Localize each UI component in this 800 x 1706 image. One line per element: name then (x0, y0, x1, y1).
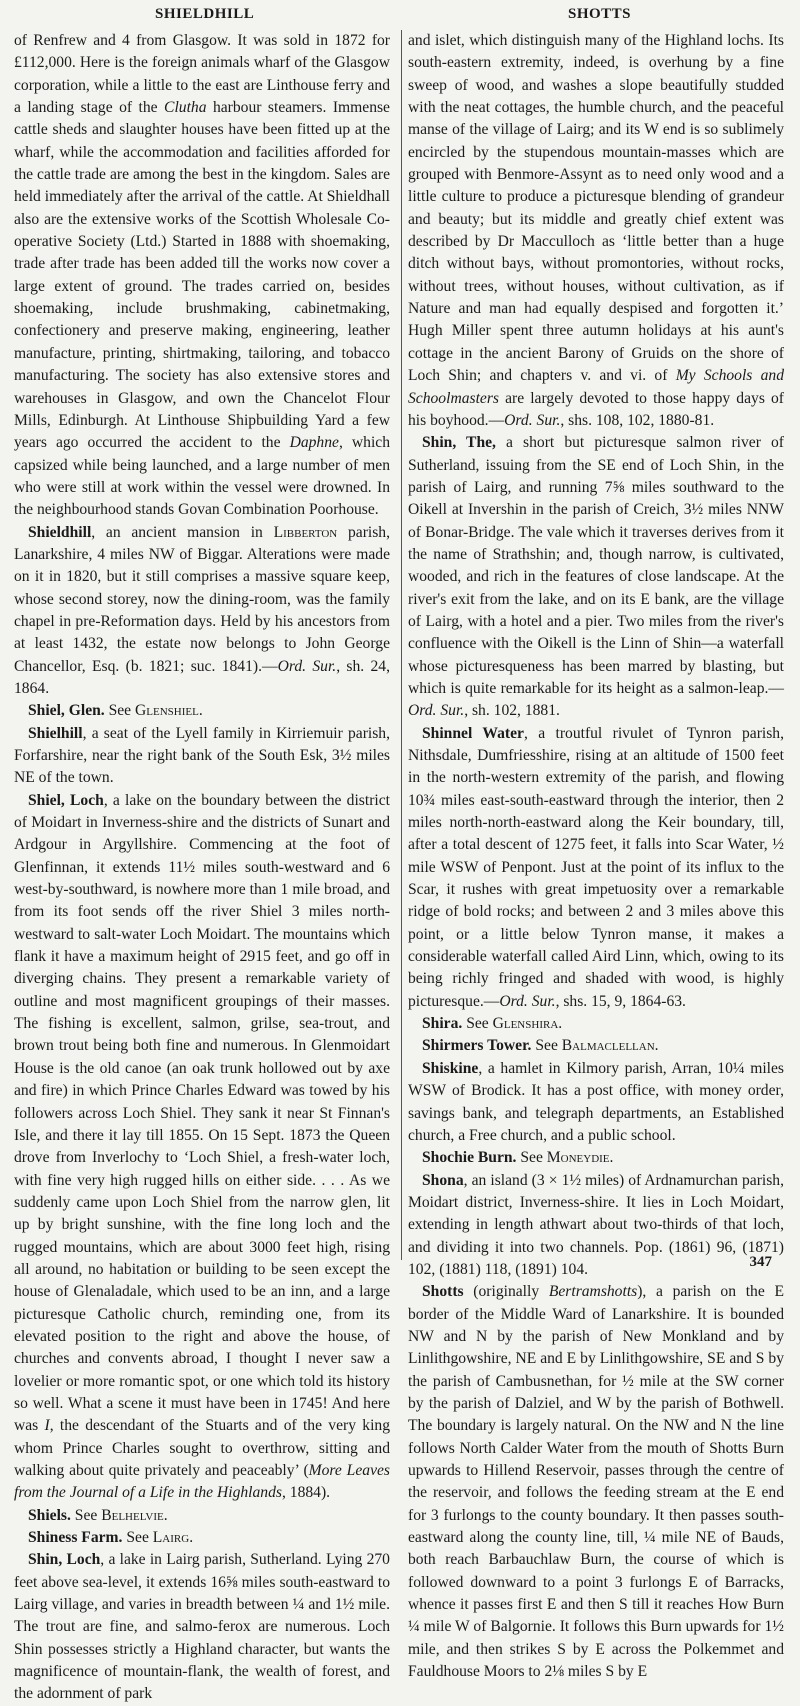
entry-paragraph (14, 522, 390, 701)
entry-text: , shs. 108, 102, 1880-81. (560, 411, 715, 429)
entry-text: , an island (3 × 1½ miles) of Ardnamurchan parish, Moidart district, Inverness-shire. It lies in Loch Moidart, extending in length athwart about two-thirds of that loch, and dividing it into two channels. Pop. (1861) 96, (1871) 102, (1881) 118, (1891) 104. (408, 1171, 784, 1278)
right-column (408, 30, 784, 1683)
entry-headword: Shiskine (422, 1059, 479, 1077)
running-head-left: SHIELDHILL (155, 6, 255, 22)
entry-text: , shs. 15, 9, 1864-63. (555, 992, 686, 1010)
entry-text: , 1884). (281, 1484, 331, 1502)
italic-text: Ord. Sur. (499, 992, 556, 1010)
entry-headword: Shiel, Loch (28, 791, 104, 809)
entry-paragraph (408, 1170, 784, 1282)
cross-reference: Libberton (273, 523, 338, 541)
entry-paragraph (14, 790, 390, 1505)
entry-text: parish, Lanarkshire, 4 miles NW of Biggar. Alterations were made on it in 1820, but it still comprises a massive square keep, whose second storey, now the dining-room, was the family chapel in pre-Reformation days. Held by his ancestors from at least 1432, the estate now belongs to John George Chancellor, Esq. (b. 1821; suc. 1841).— (14, 523, 390, 675)
entry-text: (originally (463, 1283, 549, 1301)
entry-text: of Renfrew and 4 from Glasgow. It was sold in 1872 for £112,000. Here is the foreign animals wharf of the Glasgow corporation, while a little to the east are Linthouse ferry and a landing stage of the (14, 32, 390, 117)
entry-text: , the descendant of the Stuarts and of the very king whom Prince Charles sought to overthrow, sitting and walking about quite privately and peaceably’ ( (14, 1417, 390, 1479)
entry-text: See (531, 1037, 562, 1055)
entry-text: , an ancient mansion in (91, 523, 274, 541)
entry-text: , a hamlet in Kilmory parish, Arran, 10¼ miles WSW of Brodick. It has a post office, with money order, savings bank, and telegraph departments, an Established church, a Free church, and a public school. (408, 1059, 784, 1144)
entry-headword: Shiels. (28, 1506, 71, 1524)
entry-paragraph (408, 1281, 784, 1683)
entry-headword: Shin, The, (422, 434, 496, 452)
italic-text: More Leaves from the Journal of a Life in the Highlands (14, 1462, 390, 1502)
entry-headword: Shieldhill (28, 523, 92, 541)
column-divider (401, 30, 402, 1260)
entry-text: , sh. 102, 1881. (464, 702, 560, 720)
cross-reference: Moneydie (546, 1149, 610, 1167)
entry-text: . (189, 1529, 194, 1547)
cross-reference: Glenshira (492, 1015, 559, 1033)
italic-text: Ord. Sur. (277, 657, 337, 675)
italic-text: Bertramshotts (548, 1283, 638, 1301)
entry-text: See (122, 1529, 153, 1547)
italic-text: My Schools and Schoolmasters (408, 367, 785, 407)
entry-headword: Shiness Farm. (28, 1529, 123, 1547)
entry-paragraph (408, 723, 784, 1013)
entry-text: , a seat of the Lyell family in Kirriemuir parish, Forfarshire, near the right bank of the South Esk, 3½ miles NE of the town. (14, 724, 390, 787)
entry-headword: Shira. (422, 1015, 463, 1033)
entry-paragraph (14, 1549, 390, 1705)
cross-reference: Lairg (152, 1529, 190, 1547)
entry-text: , sh. 24, 1864. (14, 657, 390, 697)
entry-text: . (558, 1015, 563, 1033)
entry-headword: Shochie Burn. (422, 1149, 517, 1167)
entry-headword: Shona (422, 1171, 464, 1189)
entry-headword: Shiel, Glen. (28, 702, 105, 720)
italic-text: I (44, 1417, 50, 1435)
entry-paragraph (408, 30, 784, 432)
entry-text: See (70, 1506, 102, 1524)
entry-headword: Shotts (422, 1283, 464, 1301)
entry-text: . (609, 1149, 614, 1167)
entry-headword: Shielhill (28, 724, 83, 742)
entry-text: ), a parish on the E border of the Middle Ward of Lanarkshire. It is bounded NW and N by the parish of New Monkland and by Linlithgowshire, NE and E by Linlithgowshire, SE and S by the parish of Cambusnethan, for ½ mile at the SW corner by the parish of Dalziel, and W by the parish of Bothwell. The boundary is largely natural. On the NW and N the line follows North Calder Water from the mouth of Shotts Burn upwards to Hillend Reservoir, passes through the centre of the reservoir, and follows the feeding stream at the E end for 3 furlongs to the county boundary. It then passes south-eastward along the county line, till, ¼ mile NE of Bauds, both reach Barbauchlaw Burn, the course of which is followed downward to a point 3 furlongs E of Barracks, whence it passes first E and then S till it reaches How Burn ¼ mile W of Balgornie. It follows this Burn upwards for 1½ mile, and then strikes S by E across the Polkemmet and Fauldhouse Moors to 2⅛ miles S by E (408, 1283, 784, 1681)
entry-paragraph (14, 723, 390, 790)
running-head-right: SHOTTS (568, 6, 632, 22)
entry-text: harbour steamers. Immense cattle sheds and slaughter houses have been fitted up at the wharf, while the accommodation and facilities afforded for the cattle trade are among the best in the kingdom. Sales are held immediately after the arrival of the cattle. At Shieldhall also are the extensive works of the Scottish Wholesale Co-operative Society (Ltd.) Started in 1888 with shoemaking, trade after trade has been added till the works now cover a large extent of ground. The trades carried on, besides shoemaking, include brushmaking, cabinetmaking, confectionery and preserve making, engineering, leather manufacture, printing, shirtmaking, tailoring, and tobacco manufacturing. The society has also extensive stores and warehouses in Glasgow, and own the Chancelot Flour Mills, Edinburgh. At Linthouse Shipbuilding Yard a few years ago occurred the accident to the (14, 99, 390, 452)
left-column (14, 30, 390, 1706)
italic-text: Ord. Sur. (408, 702, 465, 720)
entry-paragraph (408, 1035, 784, 1057)
entry-text: , a lake on the boundary between the district of Moidart in Inverness-shire and the districts of Sunart and Ardgour in Argyllshire. Commencing at the foot of Glenfinnan, it extends 11½ miles south-westward and 6 west-by-southward, is nowhere more than 1 mile broad, and from its foot sends off the river Shiel 3 miles north-westward to salt-water Loch Moidart. The mountains which flank it have a maximum height of 2915 feet, and go off in diverging chains. They present a remarkable variety of outline and most magnificent groupings of their masses. The fishing is excellent, salmon, grilse, sea-trout, and brown trout being both fine and numerous. In Glenmoidart House is the old canoe (an oak trunk hollowed out by axe and fire) in which Prince Charles Edward was towed by his followers across Loch Shiel. They sank it near St Finnan's Isle, and there it lay till 1855. On 15 Sept. 1873 the Queen drove from Inverlochy to ‘Loch Shiel, a fresh-water loch, with fine very high rugged hills on either side. . . . As we suddenly came upon Loch Shiel from the narrow glen, lit up by bright sunshine, with the fine long loch and the rugged mountains, which are about 3000 feet high, rising all around, no habitation or building to be seen except the house of Glenaladale, which used to be an inn, and a large picturesque Catholic church, reminding one, from its elevated position to the right and above the house, of churches and convents abroad, I thought I never saw a lovelier or more romantic spot, or one which told its history so well. What a scene it must have been in 1745! And here was (14, 791, 390, 1435)
page-number: 347 (749, 1254, 772, 1270)
italic-text: Daphne (289, 434, 339, 452)
entry-paragraph (14, 700, 390, 722)
entry-headword: Shin, Loch (28, 1551, 101, 1569)
entry-headword: Shinnel Water (422, 724, 524, 742)
entry-text: See (462, 1015, 493, 1033)
entry-paragraph (408, 432, 784, 722)
entry-text: . (163, 1506, 168, 1524)
entry-text: . (198, 702, 203, 720)
entry-text: are largely devoted to those happy days of his boyhood.— (408, 389, 784, 429)
entry-text: a short but picturesque salmon river of Sutherland, issuing from the SE end of Loch Shin, in the parish of Lairg, and running 7⅝ miles southward to the Oikell at Invershin in the parish of Creich, 3½ miles NNW of Bonar-Bridge. The vale which it traverses derives from it the name of Strathshin; and, though narrow, is cultivated, wooded, and rich in the features of close landscape. At the river's exit from the lake, and on its E bank, are the village of Lairg, with a hotel and a pier. Two miles from the river's confluence with the Oikell is the Linn of Shin—a waterfall whose picturesqueness has been marred by blasting, but which is quite remarkable for its height as a salmon-leap.— (408, 434, 784, 697)
cross-reference: Belhelvie (101, 1506, 164, 1524)
entry-paragraph (408, 1058, 784, 1147)
entry-paragraph (14, 1505, 390, 1527)
entry-text: See (516, 1149, 547, 1167)
entry-paragraph (14, 30, 390, 522)
entry-text: , a troutful rivulet of Tynron parish, Nithsdale, Dumfriesshire, rising at an altitude of 1500 feet in the north-western extremity of the parish, and flowing 10¾ miles east-south-eastward through the interior, then 2 miles north-north-eastward along the Keir boundary, till, after a total descent of 1275 feet, it falls into Scar Water, ½ mile WSW of Penpont. Just at the point of its influx to the Scar, it rushes with great impetuosity over a remarkable ridge of bold rocks; and between 2 and 3 miles above this point, or a little below Tynron manse, it makes a considerable waterfall called Aird Linn, which, owing to its being richly fringed and shaded with wood, is highly picturesque.— (408, 724, 784, 1010)
italic-text: Clutha (164, 99, 207, 117)
entry-text: , which capsized while being launched, and a large number of men who were still at work within the vessel were drowned. In the neighbourhood stands Govan Combination Poorhouse. (14, 434, 391, 519)
entry-text: . (654, 1037, 659, 1055)
entry-text: and islet, which distinguish many of the Highland lochs. Its south-eastern extremity, indeed, is overhung by a fine sweep of wood, and washes a slope beautifully studded with the neat cottages, the humble church, and the peaceful manse of the village of Lairg; and its W end is so sublimely encircled by the stupendous mountain-masses which are grouped with Benmore-Assynt as to need only wood and a little culture to produce a picturesque blending of grandeur and beauty; but its middle and greatly chief extent was described by Dr Macculloch as ‘little better than a huge ditch without bays, without promontories, without rocks, without trees, without houses, without cultivation, as if Nature and man had equally despised and forgotten it.’ Hugh Miller spent three autumn holidays at his aunt's cottage in the ancient Barony of Gruids on the shore of Loch Shin; and chapters v. and vi. of (408, 32, 784, 385)
entry-text: See (104, 702, 135, 720)
entry-paragraph (408, 1013, 784, 1035)
entry-paragraph (408, 1147, 784, 1169)
entry-headword: Shirmers Tower. (422, 1037, 532, 1055)
italic-text: Ord. Sur. (504, 411, 561, 429)
entry-paragraph (14, 1527, 390, 1549)
cross-reference: Balmaclellan (561, 1037, 655, 1055)
cross-reference: Glenshiel (135, 702, 199, 720)
entry-text: , a lake in Lairg parish, Sutherland. Lying 270 feet above sea-level, it extends 16⅝ miles south-eastward to Lairg village, and varies in breadth between ¼ and 1½ mile. The trout are fine, and salmo-ferox are numerous. Loch Shin possesses strictly a Highland character, but wants the magnificence of mountain-flank, the wealth of forest, and the adornment of park (14, 1551, 390, 1703)
